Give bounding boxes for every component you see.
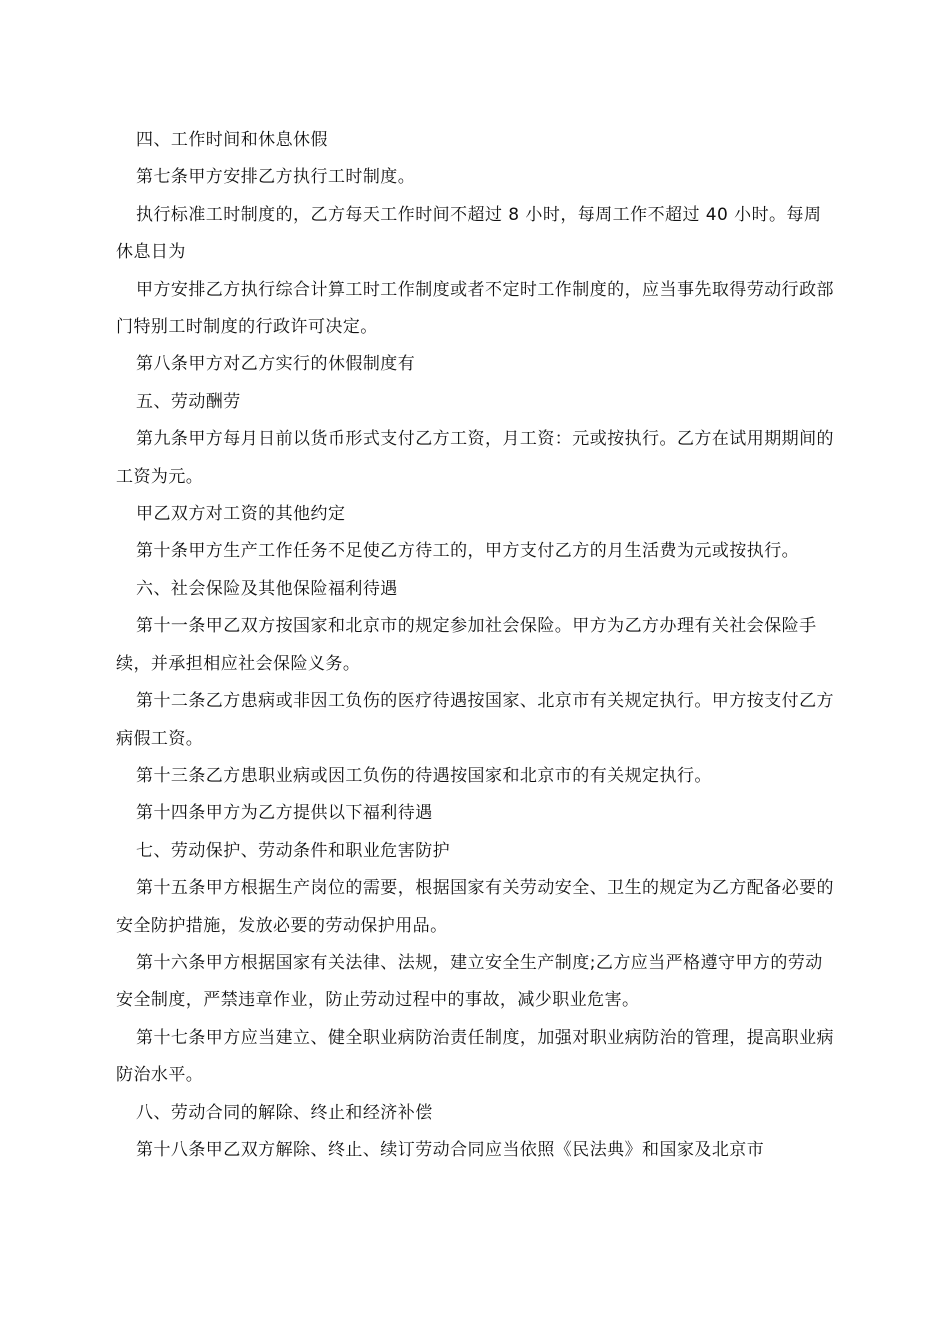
article-15: 第十五条甲方根据生产岗位的需要，根据国家有关劳动安全、卫生的规定为乙方配备必要的安全防护措施，发放必要的劳动保护用品。 xyxy=(116,878,834,936)
article-13: 第十三条乙方患职业病或因工负伤的待遇按国家和北京市的有关规定执行。 xyxy=(136,765,712,786)
section-heading-work-hours: 四、工作时间和休息休假 xyxy=(136,130,328,150)
paragraph-wage-other: 甲乙双方对工资的其他约定 xyxy=(136,504,346,525)
section-heading-social-insurance: 六、社会保险及其他保险福利待遇 xyxy=(136,578,398,599)
paragraph-special-hours: 甲方安排乙方执行综合计算工时工作制度或者不定时工作制度的，应当事先取得劳动行政部门特别工时制度的行政许可决定。 xyxy=(116,279,834,338)
article-16: 第十六条甲方根据国家有关法律、法规，建立安全生产制度;乙方应当严格遵守甲方的劳动安全制度，严禁违章作业，防止劳动过程中的事故，减少职业危害。 xyxy=(116,952,823,1011)
article-10: 第十条甲方生产工作任务不足使乙方待工的，甲方支付乙方的月生活费为元或按执行。 xyxy=(136,541,800,562)
article-18: 第十八条甲乙双方解除、终止、续订劳动合同应当依照《民法典》和国家及北京市 xyxy=(136,1139,765,1160)
article-11: 第十一条甲乙双方按国家和北京市的规定参加社会保险。甲方为乙方办理有关社会保险手续，并承担相应社会保险义务。 xyxy=(116,616,817,674)
section-heading-labor-protection: 七、劳动保护、劳动条件和职业危害防护 xyxy=(136,840,451,861)
article-12: 第十二条乙方患病或非因工负伤的医疗待遇按国家、北京市有关规定执行。甲方按支付乙方病假工资。 xyxy=(116,691,834,749)
document-body xyxy=(116,122,834,1169)
article-7: 第七条甲方安排乙方执行工时制度。 xyxy=(136,167,416,188)
section-heading-termination: 八、劳动合同的解除、终止和经济补偿 xyxy=(136,1102,433,1123)
section-heading-remuneration: 五、劳动酬劳 xyxy=(136,391,241,412)
article-17: 第十七条甲方应当建立、健全职业病防治责任制度，加强对职业病防治的管理，提高职业病防治水平。 xyxy=(116,1027,834,1086)
article-14: 第十四条甲方为乙方提供以下福利待遇 xyxy=(136,803,433,824)
article-9: 第九条甲方每月日前以货币形式支付乙方工资，月工资：元或按执行。乙方在试用期期间的工资为元。 xyxy=(116,429,834,487)
article-8: 第八条甲方对乙方实行的休假制度有 xyxy=(136,354,416,375)
paragraph-standard-hours: 执行标准工时制度的，乙方每天工作时间不超过 8 小时，每周工作不超过 40 小时。每周休息日为 xyxy=(116,204,822,263)
